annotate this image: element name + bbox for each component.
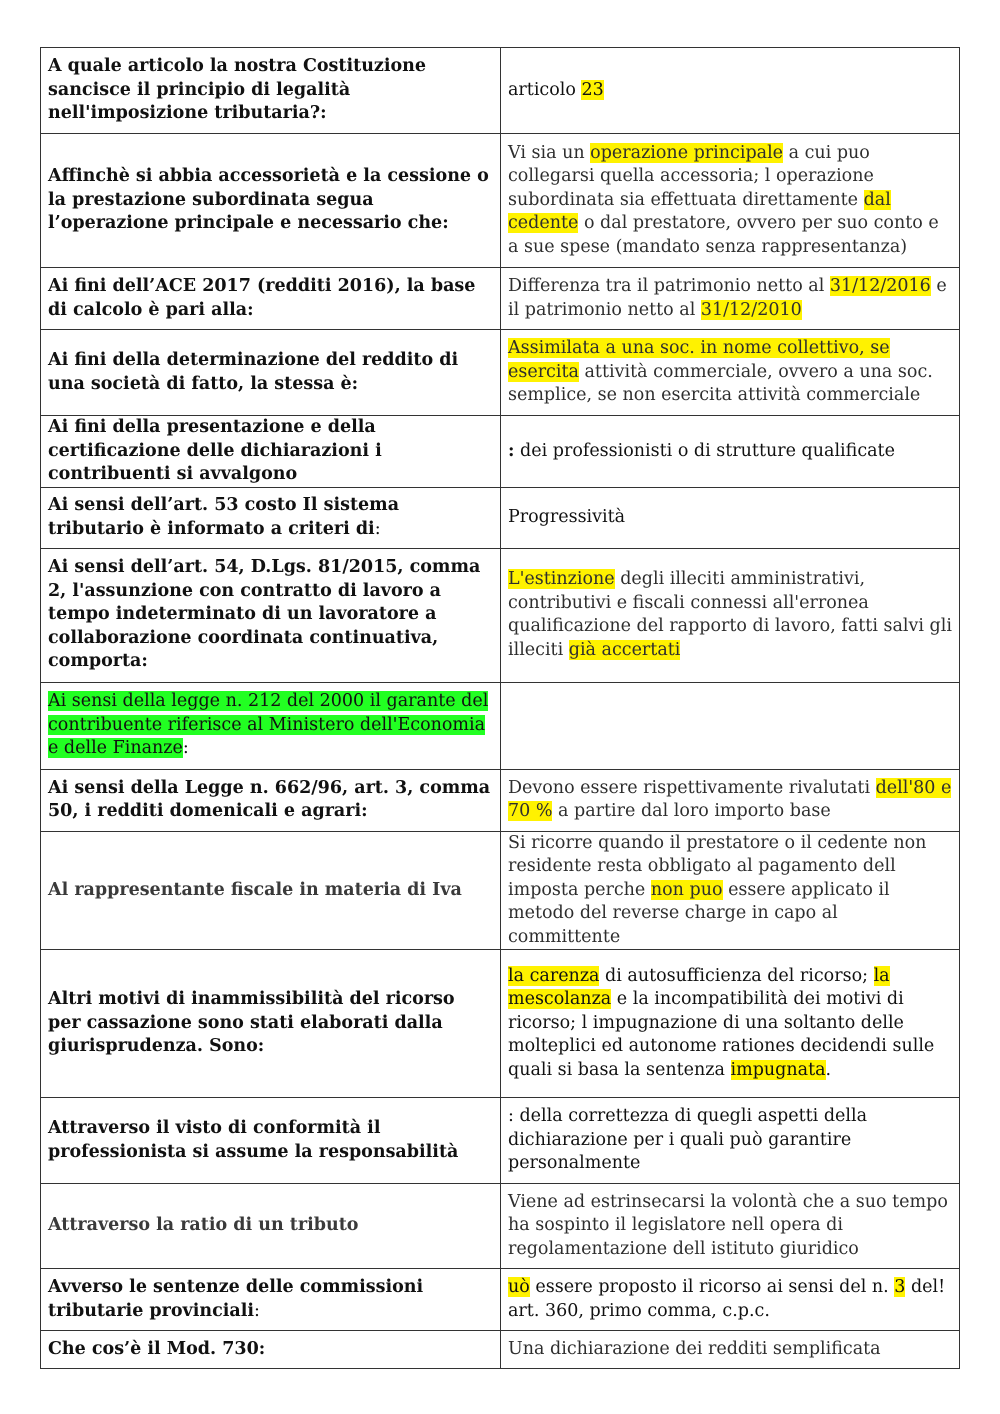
question-cell	[41, 1184, 501, 1269]
answer-highlight: 31/12/2016	[829, 276, 931, 296]
question-text: Attraverso la ratio di un tributo	[48, 1215, 359, 1236]
answer-highlight: L'estinzione	[508, 569, 615, 589]
answer-cell	[501, 548, 960, 682]
answer-highlight: uò	[508, 1277, 530, 1297]
answer-highlight: la carenza	[508, 965, 600, 986]
question-colon: :	[182, 738, 189, 759]
question-cell	[41, 268, 501, 330]
question-colon: :	[374, 518, 381, 539]
answer-cell	[501, 487, 960, 548]
question-cell	[41, 769, 501, 831]
table-row	[41, 330, 960, 416]
answer-text: di autosufficienza del ricorso;	[599, 965, 874, 986]
question-text: A quale articolo la nostra Costituzione sancisce il principio di legalità nell'imposizione tributaria?:	[48, 56, 427, 124]
answer-text: a cui puo collegarsi quella accessoria; l operazione subordinata sia effettuata direttamente	[508, 142, 874, 210]
answer-cell	[501, 1184, 960, 1269]
answer-cell	[501, 950, 960, 1098]
question-text: Affinchè si abbia accessorietà e la cessione o la prestazione subordinata segua l’operazione principale e necessario che:	[48, 166, 489, 234]
table-row	[41, 487, 960, 548]
answer-highlight: la mescolanza	[508, 965, 890, 1010]
answer-highlight: Assimilata a una soc. in nome collettivo, se esercita	[508, 338, 890, 382]
question-text: Attraverso il visto di conformità il professionista si assume la responsabilità	[48, 1118, 459, 1162]
qa-table	[40, 47, 960, 1369]
question-text: Ai fini della determinazione del reddito di una società di fatto, la stessa è:	[48, 350, 459, 394]
question-cell	[41, 48, 501, 134]
question-cell	[41, 548, 501, 682]
answer-text: attività commerciale, ovvero a una soc. semplice, se non esercita attività commerciale	[508, 361, 933, 406]
question-text: Ai fini della presentazione e della certificazione delle dichiarazioni i contribuenti si avvalgono	[48, 417, 382, 484]
table-row	[41, 831, 960, 950]
answer-text: Differenza tra il patrimonio netto al	[508, 276, 830, 296]
answer-highlight: impugnata	[730, 1059, 826, 1080]
question-text: Al rappresentante fiscale in materia di Iva	[48, 879, 462, 900]
question-cell	[41, 330, 501, 416]
answer-text: Viene ad estrinsecarsi la volontà che a suo tempo ha sospinto il legislatore nell opera di regolamentazione dell istituto giuridico	[508, 1191, 948, 1259]
question-cell	[41, 682, 501, 769]
answer-cell	[501, 416, 960, 488]
question-text: Ai sensi dell’art. 54, D.Lgs. 81/2015, comma 2, l'assunzione con contratto di lavoro a tempo indeterminato di un lavoratore a collaborazione coordinata continuativa, comporta:	[48, 557, 481, 672]
answer-highlight: dal cedente	[508, 189, 891, 234]
question-text: Ai fini dell’ACE 2017 (redditi 2016), la base di calcolo è pari alla:	[48, 276, 476, 320]
answer-cell	[501, 1331, 960, 1369]
question-cell	[41, 950, 501, 1098]
answer-text: degli illeciti amministrativi, contributivi e fiscali connessi all'erronea qualificazione del rapporto di lavoro, fatti salvi gli illeciti	[508, 569, 952, 660]
answer-text: .	[825, 1059, 832, 1080]
answer-text: a partire dal loro importo base	[552, 801, 831, 821]
table-row	[41, 48, 960, 134]
table-row	[41, 268, 960, 330]
answer-cell	[501, 1098, 960, 1184]
answer-text: Si ricorre quando il prestatore o il cedente non residente resta obbligato al pagamento dell imposta perche	[508, 832, 927, 900]
question-text: Ai sensi della Legge n. 662/96, art. 3, comma 50, i redditi domenicali e agrari:	[48, 777, 491, 821]
answer-text: : della correttezza di quegli aspetti della dichiarazione per i quali può garantire personalmente	[508, 1106, 868, 1174]
answer-text: Progressività	[508, 506, 626, 527]
table-row	[41, 1098, 960, 1184]
table-row	[41, 548, 960, 682]
answer-text: e la incompatibilità dei motivi di ricorso; l impugnazione di una soltanto delle molteplici ed autonome rationes decidendi sulle quali si basa la sentenza	[508, 989, 935, 1080]
question-highlight: Ai sensi della legge n. 212 del 2000 il garante del contribuente riferisce al Ministero dell'Economia e delle Finanze	[48, 691, 489, 759]
answer-text: essere proposto il ricorso ai sensi del n.	[529, 1277, 895, 1297]
answer-text: e il patrimonio netto al	[508, 276, 947, 320]
answer-highlight: 3	[894, 1277, 906, 1297]
question-text: Altri motivi di inammissibilità del ricorso per cassazione sono stati elaborati dalla giurisprudenza. Sono:	[48, 989, 455, 1057]
answer-highlight: non puo	[650, 879, 723, 900]
question-text: Ai sensi dell’art. 53 costo Il sistema tributario è informato a criteri di	[48, 495, 400, 539]
answer-text: essere applicato il metodo del reverse charge in capo al committente	[508, 879, 890, 947]
question-cell	[41, 1331, 501, 1369]
question-text: Che cos’è il Mod. 730:	[48, 1338, 266, 1359]
answer-text: dei professionisti o di strutture qualificate	[514, 440, 895, 461]
question-colon: :	[254, 1300, 260, 1321]
answer-highlight: 31/12/2010	[700, 299, 802, 320]
answer-cell	[501, 330, 960, 416]
question-text: Avverso le sentenze delle commissioni tributarie provinciali	[48, 1277, 424, 1321]
table-row	[41, 950, 960, 1098]
question-cell	[41, 1098, 501, 1184]
answer-text: Devono essere rispettivamente rivalutati	[508, 777, 876, 798]
question-cell	[41, 416, 501, 488]
answer-text: articolo	[508, 79, 582, 100]
answer-cell	[501, 831, 960, 950]
answer-cell	[501, 1269, 960, 1331]
answer-text: Una dichiarazione dei redditi semplificata	[508, 1338, 881, 1359]
answer-highlight: già accertati	[568, 639, 681, 660]
table-row	[41, 1269, 960, 1331]
answer-text: del! art. 360, primo comma, c.p.c.	[508, 1277, 946, 1321]
question-cell	[41, 487, 501, 548]
answer-text: Vi sia un	[508, 142, 591, 163]
question-cell	[41, 831, 501, 950]
table-row	[41, 1184, 960, 1269]
answer-cell	[501, 134, 960, 268]
question-cell	[41, 1269, 501, 1331]
document-page	[40, 47, 959, 1369]
answer-cell	[501, 48, 960, 134]
answer-text: o dal prestatore, ovvero per suo conto e a sue spese (mandato senza rappresentanza)	[508, 213, 939, 257]
answer-colon: :	[508, 440, 515, 461]
answer-cell	[501, 769, 960, 831]
table-row	[41, 682, 960, 769]
answer-cell	[501, 682, 960, 769]
answer-highlight: dell'80 e 70 %	[508, 777, 952, 821]
answer-highlight: 23	[581, 79, 604, 100]
answer-highlight: operazione principale	[590, 142, 784, 163]
table-row	[41, 1331, 960, 1369]
table-row	[41, 416, 960, 488]
table-row	[41, 769, 960, 831]
answer-cell	[501, 268, 960, 330]
question-cell	[41, 134, 501, 268]
table-row	[41, 134, 960, 268]
